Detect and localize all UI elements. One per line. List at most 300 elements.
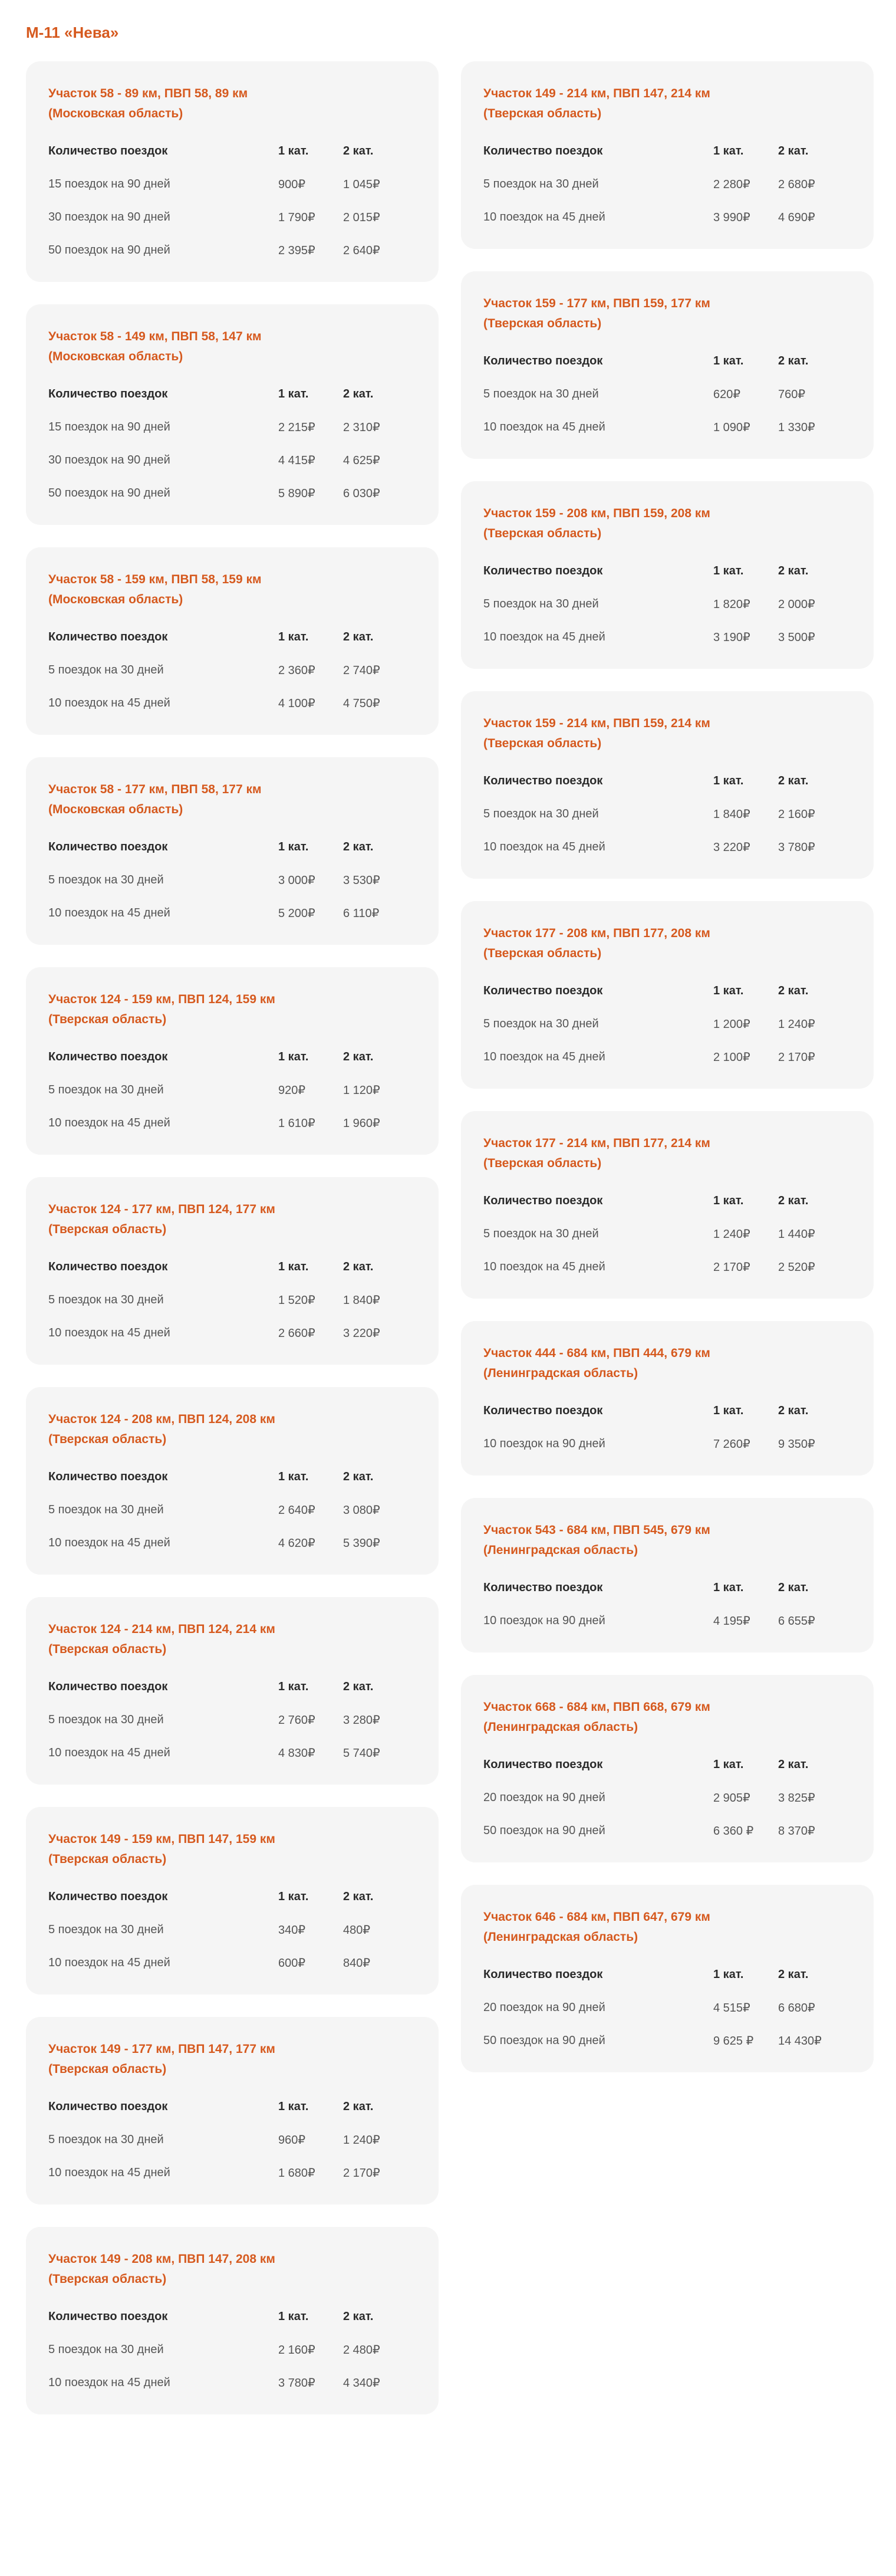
cat1-price-cell: 6 360 ₽ (713, 1824, 754, 1838)
trips-cell: 10 поездок на 45 дней (48, 906, 170, 919)
tariff-table (483, 1394, 831, 1460)
cat1-price-cell: 2 360₽ (278, 663, 315, 677)
table-row (48, 1106, 396, 1139)
tariff-table (483, 1571, 831, 1637)
tariff-table (483, 344, 831, 443)
left-column (26, 61, 439, 2437)
section-name: Участок 124 - 214 км, ПВП 124, 214 км (48, 1622, 275, 1636)
tariff-card (26, 2227, 439, 2414)
table-row (48, 896, 396, 929)
table-row (483, 1781, 831, 1814)
section-region: (Тверская область) (48, 2062, 167, 2076)
cat2-price-cell: 3 780₽ (778, 840, 815, 854)
table-row (48, 2333, 396, 2366)
section-region: (Ленинградская область) (483, 1930, 638, 1944)
cat1-price-cell: 2 170₽ (713, 1260, 750, 1274)
section-name: Участок 159 - 214 км, ПВП 159, 214 км (483, 717, 710, 730)
cat2-price-cell: 14 430₽ (778, 2034, 822, 2048)
cat1-price-cell: 3 780₽ (278, 2376, 315, 2390)
cat1-price-cell: 2 760₽ (278, 1713, 315, 1727)
table-row (483, 377, 831, 410)
section-name: Участок 668 - 684 км, ПВП 668, 679 км (483, 1700, 710, 1714)
section-name: Участок 444 - 684 км, ПВП 444, 679 км (483, 1346, 710, 1360)
table-header-row (483, 1394, 831, 1427)
trips-cell: 10 поездок на 45 дней (48, 2375, 170, 2389)
cat2-price-cell: 1 240₽ (778, 1017, 815, 1031)
header-trips: Количество поездок (483, 1194, 603, 1207)
right-column (461, 61, 874, 2095)
cat2-price-cell: 3 500₽ (778, 630, 815, 644)
section-region: (Тверская область) (483, 1156, 602, 1170)
section-title (483, 1343, 851, 1384)
tariff-card (461, 481, 874, 669)
table-row (483, 2024, 831, 2057)
table-header-row (483, 974, 831, 1007)
cat1-price-cell: 1 200₽ (713, 1017, 750, 1031)
cat1-price-cell: 2 905₽ (713, 1791, 750, 1805)
tariff-table (483, 1748, 831, 1847)
cat2-price-cell: 2 480₽ (343, 2343, 380, 2357)
header-cat1: 1 кат. (278, 1260, 309, 1273)
cat2-price-cell: 1 330₽ (778, 420, 815, 434)
table-row (483, 167, 831, 201)
header-trips: Количество поездок (48, 840, 168, 853)
table-row (483, 1814, 831, 1847)
cat2-price-cell: 6 655₽ (778, 1614, 815, 1628)
header-cat1: 1 кат. (278, 1890, 309, 1903)
section-region: (Тверская область) (48, 1852, 167, 1866)
cat2-price-cell: 480₽ (343, 1923, 371, 1937)
trips-cell: 50 поездок на 90 дней (48, 486, 170, 500)
tariff-table (48, 377, 396, 510)
table-row (483, 1604, 831, 1637)
table-header-row (48, 1880, 396, 1913)
header-trips: Количество поездок (483, 1967, 603, 1981)
table-header-row (48, 377, 396, 410)
cat2-price-cell: 2 640₽ (343, 244, 380, 257)
table-row (48, 234, 396, 267)
header-trips: Количество поездок (48, 387, 168, 400)
trips-cell: 20 поездок на 90 дней (483, 1790, 605, 1804)
header-cat2: 2 кат. (343, 1890, 374, 1903)
section-name: Участок 159 - 177 км, ПВП 159, 177 км (483, 297, 710, 310)
header-cat2: 2 кат. (343, 1050, 374, 1063)
cat1-price-cell: 5 890₽ (278, 487, 315, 500)
header-cat2: 2 кат. (778, 354, 809, 367)
trips-cell: 10 поездок на 45 дней (48, 1536, 170, 1549)
section-title (48, 570, 416, 610)
cat1-price-cell: 5 200₽ (278, 906, 315, 920)
section-title (48, 1409, 416, 1450)
section-title (483, 504, 851, 544)
section-region: (Тверская область) (483, 947, 602, 960)
section-region: (Московская область) (48, 593, 183, 606)
cat1-price-cell: 1 840₽ (713, 807, 750, 821)
cat2-price-cell: 1 840₽ (343, 1293, 380, 1307)
section-region: (Ленинградская область) (483, 1543, 638, 1557)
header-cat1: 1 кат. (278, 387, 309, 400)
table-row (48, 1736, 396, 1769)
trips-cell: 10 поездок на 45 дней (483, 1260, 605, 1273)
trips-cell: 5 поездок на 30 дней (483, 177, 599, 190)
cat2-price-cell: 840₽ (343, 1956, 371, 1970)
cat1-price-cell: 2 640₽ (278, 1503, 315, 1517)
cat2-price-cell: 6 030₽ (343, 487, 380, 500)
tariff-card (26, 304, 439, 525)
header-cat2: 2 кат. (343, 144, 374, 157)
tariff-card (26, 547, 439, 735)
tariff-card (461, 1675, 874, 1862)
cat1-price-cell: 4 620₽ (278, 1536, 315, 1550)
cat1-price-cell: 9 625 ₽ (713, 2034, 754, 2048)
cat1-price-cell: 4 830₽ (278, 1746, 315, 1760)
tariff-table (483, 1184, 831, 1283)
trips-cell: 50 поездок на 90 дней (483, 1823, 605, 1837)
cat2-price-cell: 2 160₽ (778, 807, 815, 821)
trips-cell: 10 поездок на 45 дней (48, 696, 170, 709)
trips-cell: 5 поездок на 30 дней (48, 2133, 164, 2146)
section-title (483, 1697, 851, 1737)
trips-cell: 5 поездок на 30 дней (48, 1713, 164, 1726)
cat1-price-cell: 1 680₽ (278, 2166, 315, 2180)
table-row (483, 410, 831, 443)
header-cat1: 1 кат. (278, 1470, 309, 1483)
cat2-price-cell: 3 825₽ (778, 1791, 815, 1805)
section-title (48, 2039, 416, 2079)
cat2-price-cell: 1 440₽ (778, 1227, 815, 1241)
cat2-price-cell: 4 690₽ (778, 211, 815, 224)
cat2-price-cell: 3 220₽ (343, 1326, 380, 1340)
cat1-price-cell: 340₽ (278, 1923, 306, 1937)
section-region: (Ленинградская область) (483, 1720, 638, 1734)
trips-cell: 5 поездок на 30 дней (483, 387, 599, 400)
tariff-table (48, 1250, 396, 1349)
header-trips: Количество поездок (48, 2309, 168, 2323)
section-name: Участок 58 - 149 км, ПВП 58, 147 км (48, 330, 262, 343)
header-cat1: 1 кат. (713, 1404, 744, 1417)
table-row (48, 167, 396, 201)
cat2-price-cell: 1 240₽ (343, 2133, 380, 2147)
table-header-row (48, 830, 396, 863)
cat1-price-cell: 620₽ (713, 387, 741, 401)
header-trips: Количество поездок (483, 354, 603, 367)
table-header-row (48, 1670, 396, 1703)
table-row (48, 201, 396, 234)
section-name: Участок 149 - 214 км, ПВП 147, 214 км (483, 87, 710, 100)
section-region: (Тверская область) (48, 1432, 167, 1446)
section-title (48, 1200, 416, 1240)
table-row (48, 1073, 396, 1106)
trips-cell: 20 поездок на 90 дней (483, 2000, 605, 2014)
tariff-table (48, 1040, 396, 1139)
table-header-row (483, 1958, 831, 1991)
tariff-card (461, 691, 874, 879)
cat2-price-cell: 4 340₽ (343, 2376, 380, 2390)
trips-cell: 10 поездок на 45 дней (483, 420, 605, 433)
tariff-table (483, 764, 831, 863)
section-title (48, 1829, 416, 1869)
section-title (48, 84, 416, 124)
trips-cell: 10 поездок на 90 дней (483, 1614, 605, 1627)
table-row (48, 2156, 396, 2189)
cat1-price-cell: 2 160₽ (278, 2343, 315, 2357)
header-cat2: 2 кат. (343, 1470, 374, 1483)
cat1-price-cell: 3 990₽ (713, 211, 750, 224)
header-cat2: 2 кат. (343, 840, 374, 853)
tariff-card (461, 1111, 874, 1299)
header-cat2: 2 кат. (778, 984, 809, 997)
trips-cell: 5 поездок на 30 дней (48, 1293, 164, 1306)
cat2-price-cell: 2 170₽ (343, 2166, 380, 2180)
header-trips: Количество поездок (483, 1757, 603, 1771)
header-cat1: 1 кат. (713, 984, 744, 997)
table-row (48, 1283, 396, 1316)
header-cat1: 1 кат. (278, 2309, 309, 2323)
header-cat2: 2 кат. (343, 2099, 374, 2113)
tariff-card (461, 271, 874, 459)
header-cat2: 2 кат. (343, 2309, 374, 2323)
tariff-table (48, 134, 396, 267)
header-cat2: 2 кат. (778, 1967, 809, 1981)
header-cat2: 2 кат. (343, 630, 374, 643)
cat1-price-cell: 2 395₽ (278, 244, 315, 257)
header-cat2: 2 кат. (778, 564, 809, 577)
tariff-table (483, 554, 831, 653)
table-header-row (483, 134, 831, 167)
cat1-price-cell: 2 280₽ (713, 178, 750, 191)
tariff-table (48, 2090, 396, 2189)
section-region: (Тверская область) (483, 527, 602, 540)
section-name: Участок 124 - 177 км, ПВП 124, 177 км (48, 1202, 275, 1216)
cat1-price-cell: 3 220₽ (713, 840, 750, 854)
trips-cell: 10 поездок на 45 дней (48, 2166, 170, 2179)
header-cat1: 1 кат. (713, 1967, 744, 1981)
cat1-price-cell: 1 820₽ (713, 597, 750, 611)
section-name: Участок 177 - 214 км, ПВП 177, 214 км (483, 1136, 710, 1150)
trips-cell: 50 поездок на 90 дней (483, 2033, 605, 2047)
table-header-row (483, 1184, 831, 1217)
table-header-row (48, 1460, 396, 1493)
trips-cell: 5 поездок на 30 дней (48, 663, 164, 676)
cat2-price-cell: 2 520₽ (778, 1260, 815, 1274)
table-row (483, 620, 831, 653)
cat1-price-cell: 1 790₽ (278, 211, 315, 224)
table-row (483, 1217, 831, 1250)
table-row (483, 201, 831, 234)
trips-cell: 15 поездок на 90 дней (48, 420, 170, 433)
tariff-table (48, 620, 396, 719)
trips-cell: 10 поездок на 90 дней (483, 1437, 605, 1450)
header-cat1: 1 кат. (713, 354, 744, 367)
trips-cell: 5 поездок на 30 дней (48, 1083, 164, 1096)
table-row (48, 1316, 396, 1349)
cat1-price-cell: 900₽ (278, 178, 306, 191)
section-title (483, 1907, 851, 1947)
section-name: Участок 159 - 208 км, ПВП 159, 208 км (483, 507, 710, 520)
tariff-table (48, 830, 396, 929)
table-row (48, 477, 396, 510)
cat2-price-cell: 5 740₽ (343, 1746, 380, 1760)
cat2-price-cell: 3 530₽ (343, 873, 380, 887)
cat1-price-cell: 4 100₽ (278, 696, 315, 710)
header-cat2: 2 кат. (778, 1404, 809, 1417)
cat1-price-cell: 4 515₽ (713, 2001, 750, 2015)
table-header-row (483, 1748, 831, 1781)
header-trips: Количество поездок (48, 1050, 168, 1063)
cat2-price-cell: 1 045₽ (343, 178, 380, 191)
section-name: Участок 646 - 684 км, ПВП 647, 679 км (483, 1910, 710, 1924)
header-cat1: 1 кат. (713, 774, 744, 787)
tariff-card (26, 1807, 439, 1995)
tariff-table (48, 1670, 396, 1769)
header-trips: Количество поездок (48, 2099, 168, 2113)
section-title (48, 2249, 416, 2289)
cat2-price-cell: 2 740₽ (343, 663, 380, 677)
header-trips: Количество поездок (483, 984, 603, 997)
cat2-price-cell: 1 120₽ (343, 1083, 380, 1097)
cat1-price-cell: 960₽ (278, 2133, 306, 2147)
table-header-row (48, 2300, 396, 2333)
section-region: (Ленинградская область) (483, 1366, 638, 1380)
cat2-price-cell: 6 680₽ (778, 2001, 815, 2015)
cat2-price-cell: 5 390₽ (343, 1536, 380, 1550)
trips-cell: 5 поездок на 30 дней (48, 873, 164, 886)
page-title: М-11 «Нева» (26, 24, 119, 41)
header-cat1: 1 кат. (278, 144, 309, 157)
header-cat2: 2 кат. (778, 1757, 809, 1771)
table-row (48, 686, 396, 719)
table-row (483, 1007, 831, 1040)
table-row (48, 1526, 396, 1559)
table-header-row (483, 764, 831, 797)
table-row (48, 1493, 396, 1526)
header-trips: Количество поездок (48, 1260, 168, 1273)
cat2-price-cell: 760₽ (778, 387, 806, 401)
trips-cell: 5 поездок на 30 дней (483, 807, 599, 820)
section-region: (Тверская область) (483, 107, 602, 120)
section-title (483, 84, 851, 124)
table-header-row (48, 1040, 396, 1073)
cat1-price-cell: 4 415₽ (278, 454, 315, 467)
section-title (48, 1619, 416, 1660)
section-name: Участок 124 - 159 км, ПВП 124, 159 км (48, 993, 275, 1006)
trips-cell: 50 поездок на 90 дней (48, 243, 170, 257)
section-region: (Тверская область) (48, 1013, 167, 1026)
cat1-price-cell: 3 000₽ (278, 873, 315, 887)
section-region: (Тверская область) (483, 317, 602, 330)
header-cat2: 2 кат. (778, 1581, 809, 1594)
tariff-table (483, 134, 831, 234)
trips-cell: 10 поездок на 45 дней (48, 1956, 170, 1969)
tariff-card (26, 1387, 439, 1575)
table-header-row (48, 620, 396, 653)
cat2-price-cell: 9 350₽ (778, 1437, 815, 1451)
table-row (48, 2123, 396, 2156)
header-cat1: 1 кат. (278, 1680, 309, 1693)
section-name: Участок 58 - 177 км, ПВП 58, 177 км (48, 783, 262, 796)
section-region: (Тверская область) (483, 737, 602, 750)
cat1-price-cell: 2 660₽ (278, 1326, 315, 1340)
cat1-price-cell: 1 090₽ (713, 420, 750, 434)
cat2-price-cell: 6 110₽ (343, 906, 380, 920)
section-name: Участок 177 - 208 км, ПВП 177, 208 км (483, 926, 710, 940)
header-cat2: 2 кат. (343, 387, 374, 400)
trips-cell: 10 поездок на 45 дней (483, 840, 605, 853)
trips-cell: 15 поездок на 90 дней (48, 177, 170, 190)
trips-cell: 5 поездок на 30 дней (48, 1503, 164, 1516)
section-name: Участок 543 - 684 км, ПВП 545, 679 км (483, 1523, 710, 1537)
cat2-price-cell: 2 680₽ (778, 178, 815, 191)
section-name: Участок 58 - 159 км, ПВП 58, 159 км (48, 573, 262, 586)
table-row (48, 1703, 396, 1736)
table-row (48, 1913, 396, 1946)
table-row (483, 1250, 831, 1283)
section-region: (Московская область) (48, 350, 183, 363)
header-cat2: 2 кат. (778, 774, 809, 787)
table-row (48, 653, 396, 686)
section-name: Участок 149 - 208 км, ПВП 147, 208 км (48, 2252, 275, 2266)
cat1-price-cell: 4 195₽ (713, 1614, 750, 1628)
tariff-table (48, 1880, 396, 1979)
section-name: Участок 58 - 89 км, ПВП 58, 89 км (48, 87, 248, 100)
trips-cell: 30 поездок на 90 дней (48, 210, 170, 224)
cat1-price-cell: 920₽ (278, 1083, 306, 1097)
tariff-card (26, 1177, 439, 1365)
trips-cell: 10 поездок на 45 дней (48, 1116, 170, 1129)
cat1-price-cell: 600₽ (278, 1956, 306, 1970)
header-cat2: 2 кат. (343, 1260, 374, 1273)
section-region: (Московская область) (48, 803, 183, 816)
trips-cell: 30 поездок на 90 дней (48, 453, 170, 466)
cat2-price-cell: 4 750₽ (343, 696, 380, 710)
tariff-card (461, 901, 874, 1089)
trips-cell: 10 поездок на 45 дней (483, 1050, 605, 1063)
header-cat1: 1 кат. (278, 630, 309, 643)
cat1-price-cell: 1 610₽ (278, 1116, 315, 1130)
table-row (48, 1946, 396, 1979)
table-header-row (48, 134, 396, 167)
header-cat1: 1 кат. (713, 1194, 744, 1207)
table-row (483, 830, 831, 863)
table-header-row (483, 554, 831, 587)
section-title (48, 327, 416, 367)
header-trips: Количество поездок (48, 1890, 168, 1903)
section-title (483, 714, 851, 754)
tariff-card (461, 1321, 874, 1476)
trips-cell: 5 поездок на 30 дней (483, 1227, 599, 1240)
cat2-price-cell: 3 080₽ (343, 1503, 380, 1517)
cat2-price-cell: 2 310₽ (343, 420, 380, 434)
table-row (483, 797, 831, 830)
trips-cell: 5 поездок на 30 дней (48, 2342, 164, 2356)
trips-cell: 5 поездок на 30 дней (483, 1017, 599, 1030)
tariff-card (26, 61, 439, 282)
cat2-price-cell: 8 370₽ (778, 1824, 815, 1838)
section-region: (Московская область) (48, 107, 183, 120)
tariff-card (461, 61, 874, 249)
cat2-price-cell: 4 625₽ (343, 454, 380, 467)
trips-cell: 10 поездок на 45 дней (483, 210, 605, 224)
table-row (483, 1040, 831, 1073)
tariff-card (461, 1498, 874, 1652)
table-row (483, 1991, 831, 2024)
header-trips: Количество поездок (483, 1581, 603, 1594)
table-header-row (48, 2090, 396, 2123)
cat1-price-cell: 2 215₽ (278, 420, 315, 434)
section-region: (Тверская область) (48, 1223, 167, 1236)
cat2-price-cell: 1 960₽ (343, 1116, 380, 1130)
cat1-price-cell: 2 100₽ (713, 1050, 750, 1064)
